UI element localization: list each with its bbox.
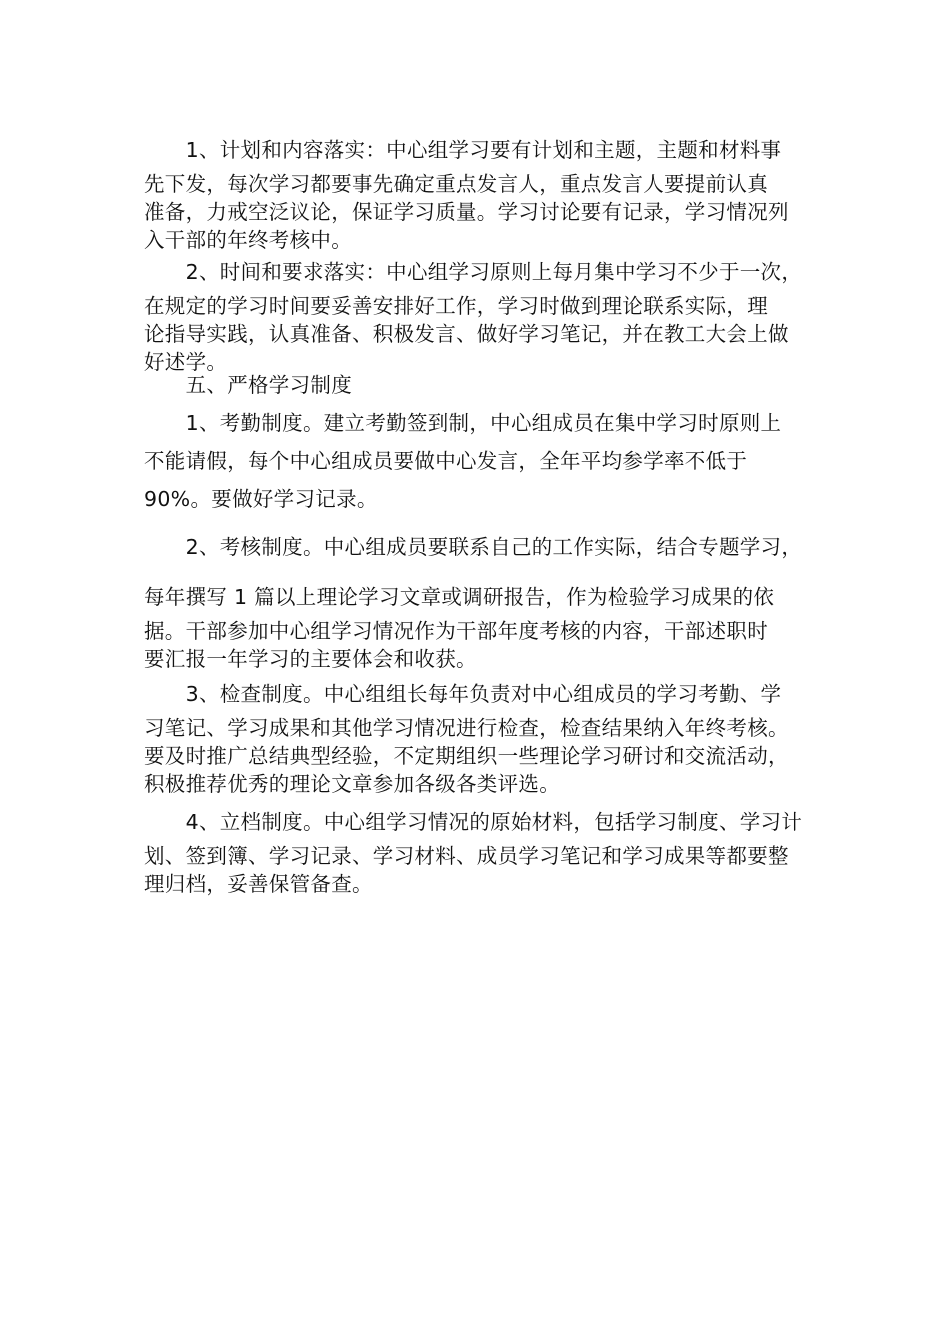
text-line: 1、计划和内容落实：中心组学习要有计划和主题，主题和材料事: [144, 138, 782, 162]
text-line: 积极推荐优秀的理论文章参加各级各类评选。: [144, 772, 560, 796]
text-line: 每年撰写 1 篇以上理论学习文章或调研报告，作为检验学习成果的依: [144, 585, 775, 609]
text-line: 2、时间和要求落实：中心组学习原则上每月集中学习不少于一次，: [144, 260, 803, 284]
heading-text: 五、严格学习制度: [144, 373, 352, 397]
text-line: 要汇报一年学习的主要体会和收获。: [144, 647, 477, 671]
text-line: 要及时推广总结典型经验，不定期组织一些理论学习研讨和交流活动，: [144, 744, 789, 768]
text-line: 2、考核制度。中心组成员要联系自己的工作实际，结合专题学习，: [144, 535, 803, 559]
text-line: 1、考勤制度。建立考勤签到制，中心组成员在集中学习时原则上: [144, 411, 782, 435]
text-line: 先下发，每次学习都要事先确定重点发言人，重点发言人要提前认真: [144, 172, 768, 196]
text-line: 习笔记、学习成果和其他学习情况进行检查，检查结果纳入年终考核。: [144, 716, 789, 740]
text-line: 划、签到簿、学习记录、学习材料、成员学习笔记和学习成果等都要整: [144, 844, 789, 868]
text-line: 好述学。: [144, 350, 228, 374]
paragraph-inspection: [144, 680, 810, 798]
paragraph-time-requirements: [144, 258, 810, 376]
paragraph-archiving: [144, 808, 810, 898]
text-line: 4、立档制度。中心组学习情况的原始材料，包括学习制度、学习计: [144, 810, 803, 834]
text-line: 在规定的学习时间要妥善安排好工作，学习时做到理论联系实际，理: [144, 294, 768, 318]
paragraph-assessment: [144, 533, 810, 673]
section-heading: [144, 371, 810, 399]
text-line: 论指导实践，认真准备、积极发言、做好学习笔记，并在教工大会上做: [144, 322, 789, 346]
text-line: 90%。要做好学习记录。: [144, 487, 378, 511]
text-line: 理归档，妥善保管备查。: [144, 872, 373, 896]
paragraph-attendance: [144, 409, 810, 513]
paragraph-plan-content: [144, 136, 810, 254]
text-line: 入干部的年终考核中。: [144, 228, 352, 252]
text-line: 3、检查制度。中心组组长每年负责对中心组成员的学习考勤、学: [144, 682, 782, 706]
text-line: 不能请假，每个中心组成员要做中心发言，全年平均参学率不低于: [144, 449, 748, 473]
text-line: 准备，力戒空泛议论，保证学习质量。学习讨论要有记录，学习情况列: [144, 200, 789, 224]
text-line: 据。干部参加中心组学习情况作为干部年度考核的内容，干部述职时: [144, 619, 768, 643]
